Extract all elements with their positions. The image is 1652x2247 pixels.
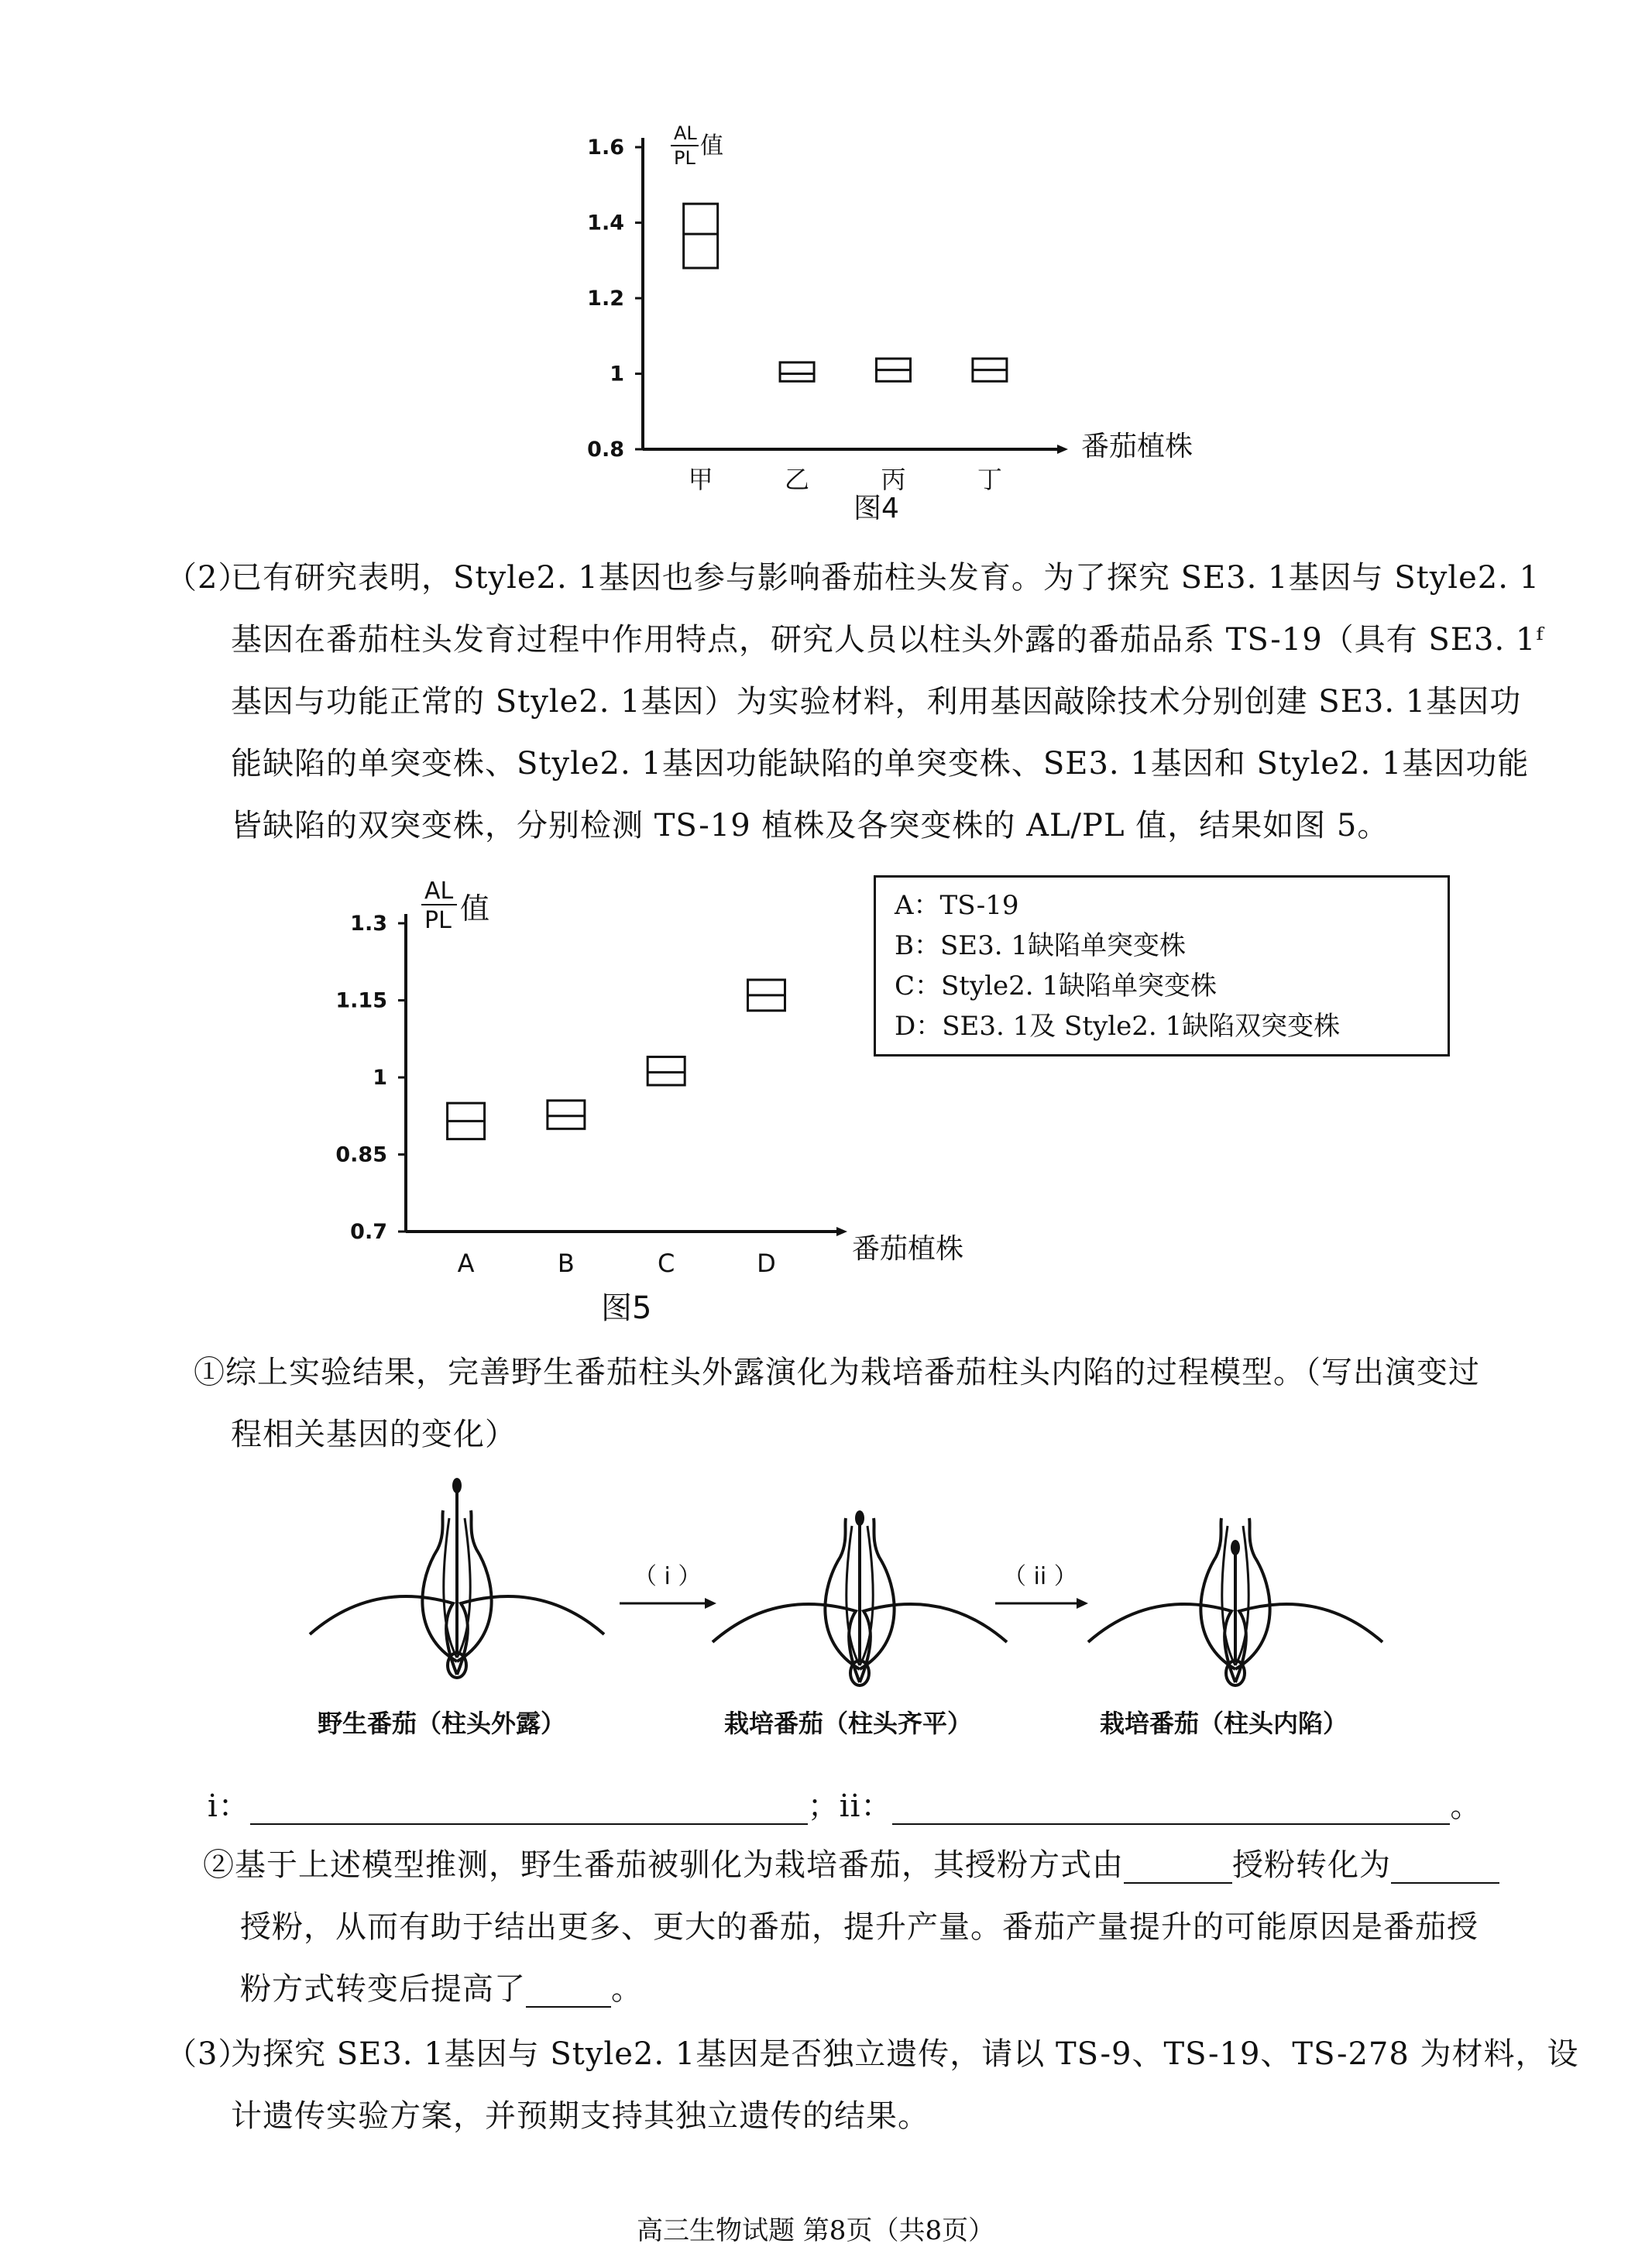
fig4-y-tick-label: 1.4 [587,211,624,235]
fig5-ylabel-num: AL [424,878,454,905]
blank-ii-prefix: ii： [839,1788,893,1824]
fig4-x-tick-label: 甲 [688,465,713,494]
cultivated-inset-flower-icon [1088,1518,1382,1685]
fig5-title: 图5 [601,1290,652,1326]
subquestion-2-line2: 授粉，从而有助于结出更多、更大的番茄，提升产量。番茄产量提升的可能原因是番茄授 [240,1909,1479,1945]
page-footer: 高三生物试题 第8页（共8页） [637,2215,995,2246]
fig5-box [548,1101,585,1129]
fig4-ylabel-den: PL [674,147,695,169]
fig5-y-tick-label: 1 [373,1066,387,1090]
fig4-title: 图4 [853,493,899,524]
legend-item: B：SE3. 1缺陷单突变株 [895,930,1186,961]
fig4-y-tick-label: 1 [610,362,624,387]
blank-end: 。 [1450,1788,1482,1824]
subquestion-2-line3: 粉方式转变后提高了 。 [240,1971,643,2007]
question-2-number: （2） [166,560,250,596]
fig5-x-tick-label: C [658,1249,675,1278]
cultivated-inset-label: 栽培番茄（柱头内陷） [1100,1709,1348,1738]
question-3-number: （3） [166,2036,250,2072]
stigma-evolution-diagram [302,1472,1464,1751]
cultivated-flush-label: 栽培番茄（柱头齐平） [724,1709,973,1738]
question-2-line: 基因与功能正常的 Style2. 1基因）为实验材料，利用基因敲除技术分别创建 SE3. 1基因功 [231,684,1522,720]
fig5-x-tick-label: D [757,1249,776,1278]
model-blanks-row [208,1775,1482,1837]
yield-reason-blank[interactable] [526,1975,611,2008]
fig4-x-tick-label: 乙 [785,465,810,494]
wild-flower-label: 野生番茄（柱头外露） [318,1709,566,1738]
legend-item: A：TS-19 [895,890,1019,921]
question-2-line: 已有研究表明，Style2. 1基因也参与影响番茄柱头发育。为了探究 SE3. 1基因与 Style2. 1 [231,560,1540,596]
blank-ii-field[interactable] [892,1792,1450,1825]
fig5-y-tick-label: 0.7 [350,1220,387,1244]
fig4-y-tick-label: 0.8 [587,438,624,462]
legend-item: C：Style2. 1缺陷单突变株 [895,971,1218,1002]
pollination-to-blank[interactable] [1391,1851,1499,1884]
arrow-i-icon [620,1563,716,1609]
fig5-x-arrow-icon [836,1227,847,1236]
fig5-ylabel-den: PL [424,907,452,934]
fig5-legend [874,875,1450,1057]
fig5-x-tick-label: B [557,1249,575,1278]
fig5-xlabel: 番茄植株 [852,1233,964,1265]
question-2-line: 皆缺陷的双突变株，分别检测 TS-19 植株及各突变株的 AL/PL 值，结果如图 5。 [231,808,1389,843]
question-2-line: 能缺陷的单突变株、Style2. 1基因功能缺陷的单突变株、SE3. 1基因和 Style2. 1基因功能 [231,746,1530,782]
arrow-ii-icon [995,1563,1088,1609]
fig4-y-tick-label: 1.6 [587,136,624,160]
subquestion-2-line1: ②基于上述模型推测，野生番茄被驯化为栽培番茄，其授粉方式由 授粉转化为 [203,1834,1499,1896]
fig5-box [647,1057,685,1084]
question-3-line: 为探究 SE3. 1基因与 Style2. 1基因是否独立遗传，请以 TS-9、TS-19、TS-278 为材料，设 [231,2036,1579,2072]
fig4-y-tick-label: 1.2 [587,287,624,311]
fig4-x-tick-label: 丁 [977,465,1002,494]
fig5-x-tick-label: A [457,1249,475,1278]
legend-item: D：SE3. 1及 Style2. 1缺陷双突变株 [895,1011,1341,1042]
question-2-line: 基因在番茄柱头发育过程中作用特点，研究人员以柱头外露的番茄品系 TS-19（具有 SE3. 1ᶠ [231,622,1544,658]
question-2-text [231,547,1547,857]
fig5-ylabel-suffix: 值 [460,892,490,926]
fig4-xlabel: 番茄植株 [1081,431,1193,462]
subquestion-1-text [194,1342,1480,1465]
fig5-y-tick-label: 1.3 [350,912,387,936]
subquestion-1-line: ①综上实验结果，完善野生番茄柱头外露演化为栽培番茄柱头内陷的过程模型。（写出演变过 [194,1355,1480,1390]
wild-flower-icon [310,1478,604,1678]
fig5-y-tick-label: 0.85 [335,1142,387,1167]
fig4-ylabel-num: AL [674,122,697,144]
blank-i-prefix: i： [208,1788,250,1824]
question-3-line: 计遗传实验方案，并预期支持其独立遗传的结果。 [231,2098,929,2134]
blank-separator: ； [807,1788,840,1824]
fig4-box [684,204,718,268]
question-3-text [231,2023,1579,2147]
fig4-ylabel-suffix: 值 [700,132,723,160]
fig4-box [780,362,814,381]
subquestion-1-line: 程相关基因的变化） [231,1417,517,1452]
svg-text:（ ii ）: （ ii ） [1003,1563,1077,1590]
cultivated-flush-flower-icon [713,1510,1007,1685]
blank-i-field[interactable] [250,1792,808,1825]
fig4-x-tick-label: 丙 [881,465,906,494]
pollination-from-blank[interactable] [1124,1851,1232,1884]
svg-text:（ i ）: （ i ） [634,1563,702,1590]
subquestion-2-text [203,1834,1499,2020]
fig5-y-tick-label: 1.15 [335,988,387,1013]
fig4-x-arrow-icon [1057,445,1068,454]
figure-4-chart [558,116,1255,550]
